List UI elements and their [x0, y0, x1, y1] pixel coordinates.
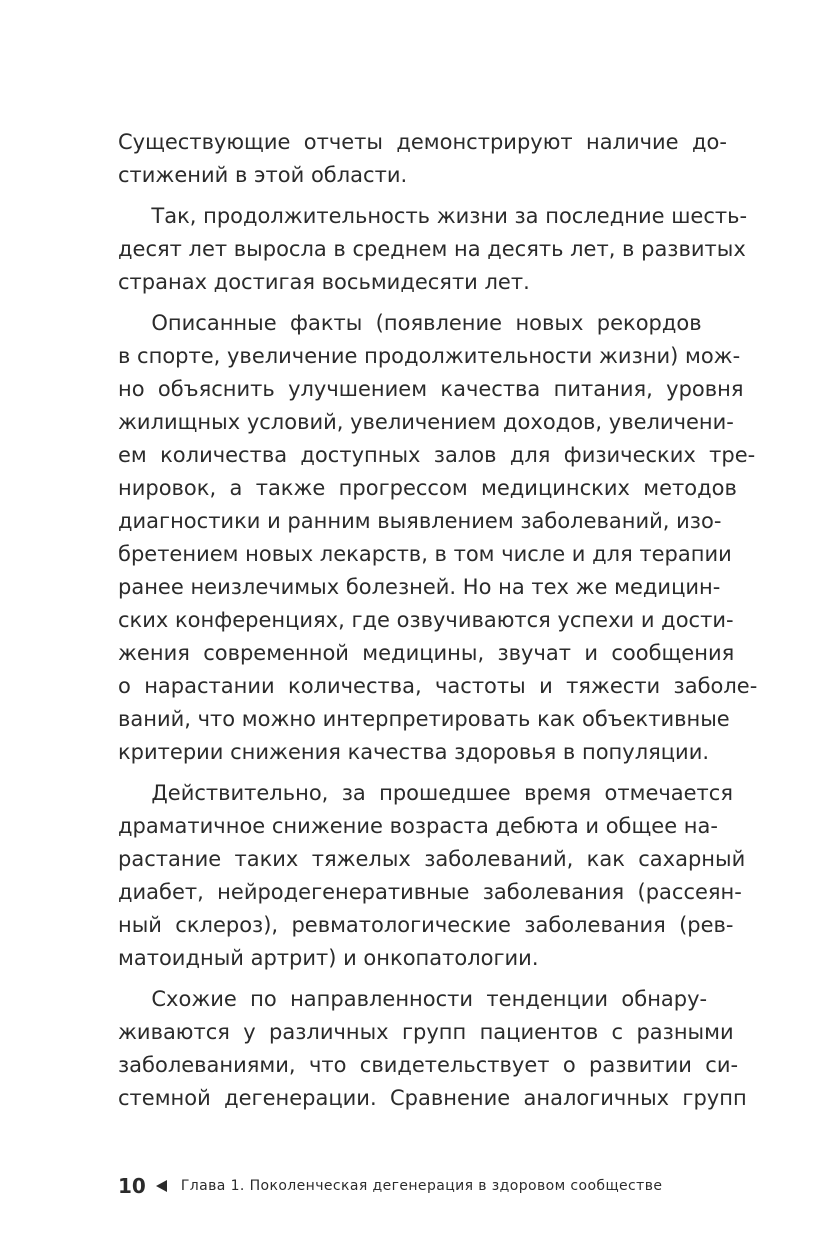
text-line: Описанные факты (появление новых рекордов: [118, 311, 702, 335]
text-line: критерии снижения качества здоровья в популяции.: [118, 740, 710, 764]
left-triangle-icon: [156, 1180, 167, 1192]
text-line: диабет, нейродегенеративные заболевания (рассеян-: [118, 880, 742, 904]
chapter-title: Глава 1. Поколенческая дегенерация в здоровом сообществе: [180, 1178, 663, 1194]
text-line: жения современной медицины, звучат и сообщения: [118, 641, 735, 665]
paragraph-gap: [118, 299, 696, 307]
body-text: [118, 126, 758, 1115]
paragraph: [118, 307, 758, 769]
text-line: заболеваниями, что свидетельствует о развитии си-: [118, 1053, 739, 1077]
text-line: в спорте, увеличение продолжительности жизни) мож-: [118, 344, 741, 368]
paragraph: [118, 983, 747, 1115]
text-line: стемной дегенерации. Сравнение аналогичных групп: [118, 1086, 747, 1110]
text-line: нировок, а также прогрессом медицинских методов: [118, 476, 737, 500]
text-line: стижений в этой области.: [118, 163, 408, 187]
paragraph: [118, 777, 746, 975]
paragraph-gap: [118, 192, 696, 200]
text-line: Так, продолжительность жизни за последние шесть-: [118, 204, 748, 228]
page-footer: [118, 1174, 662, 1198]
text-line: драматичное снижение возраста дебюта и общее на-: [118, 814, 718, 838]
text-line: о нарастании количества, частоты и тяжести заболе-: [118, 674, 758, 698]
text-line: ских конференциях, где озвучиваются успехи и дости-: [118, 608, 734, 632]
paragraph: [118, 126, 727, 192]
text-line: странах достигая восьмидесяти лет.: [118, 270, 530, 294]
paragraph-gap: [118, 975, 696, 983]
text-line: диагностики и ранним выявлением заболеваний, изо-: [118, 509, 722, 533]
text-line: ный склероз), ревматологические заболевания (рев-: [118, 913, 734, 937]
text-line: но объяснить улучшением качества питания, уровня: [118, 377, 744, 401]
text-line: бретением новых лекарств, в том числе и для терапии: [118, 542, 732, 566]
text-line: растание таких тяжелых заболеваний, как сахарный: [118, 847, 746, 871]
text-line: Существующие отчеты демонстрируют наличие до-: [118, 130, 727, 154]
text-line: живаются у различных групп пациентов с разными: [118, 1020, 734, 1044]
text-line: матоидный артрит) и онкопатологии.: [118, 946, 539, 970]
text-line: ваний, что можно интерпретировать как объективные: [118, 707, 730, 731]
text-line: ранее неизлечимых болезней. Но на тех же медицин-: [118, 575, 721, 599]
text-line: ем количества доступных залов для физических тре-: [118, 443, 756, 467]
paragraph-gap: [118, 769, 696, 777]
paragraph: [118, 200, 748, 299]
text-line: жилищных условий, увеличением доходов, увеличени-: [118, 410, 734, 434]
text-line: десят лет выросла в среднем на десять лет, в развитых: [118, 237, 746, 261]
text-line: Действительно, за прошедшее время отмечается: [118, 781, 733, 805]
page-number: 10: [118, 1174, 146, 1198]
text-line: Схожие по направленности тенденции обнару-: [118, 987, 708, 1011]
